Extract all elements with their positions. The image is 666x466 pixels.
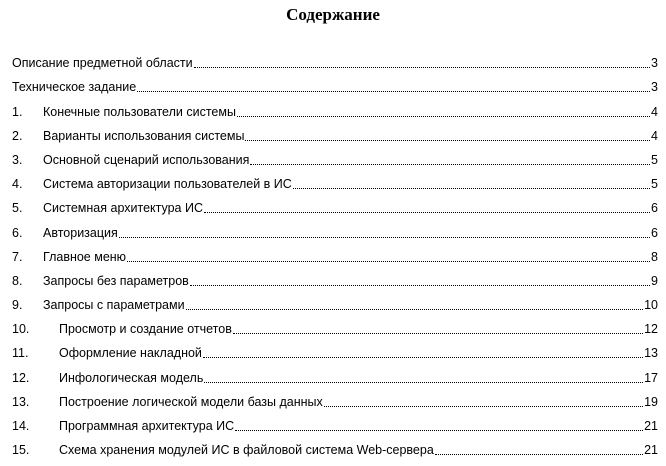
dot-leader [293, 188, 650, 189]
toc-entry[interactable] [12, 168, 658, 192]
toc-entry-number: 15. [12, 443, 30, 458]
toc-entry-page: 5 [651, 152, 658, 167]
toc-entry[interactable] [12, 337, 658, 361]
toc-entry-page: 3 [651, 56, 658, 71]
toc-entry-page: 6 [651, 201, 658, 216]
dot-leader [435, 454, 643, 455]
toc-entry-label: Главное меню [43, 249, 127, 264]
dot-leader [204, 382, 643, 383]
toc-entry-number: 10. [12, 322, 30, 337]
toc-entry-label: Конечные пользователи системы [43, 104, 236, 119]
toc-entry-number: 8. [12, 273, 23, 288]
toc-entry[interactable] [12, 241, 658, 265]
toc-entry-number: 13. [12, 394, 30, 409]
toc-entry[interactable] [12, 47, 658, 71]
toc-entry[interactable] [12, 120, 658, 144]
toc-entry-label: Варианты использования системы [43, 128, 245, 143]
toc-entry[interactable] [12, 313, 658, 337]
toc-entry-page: 21 [644, 419, 658, 433]
toc-entry-page: 3 [651, 80, 658, 95]
toc-entry-label: Авторизация [43, 225, 118, 240]
toc-entry-label: Программная архитектура ИС [59, 419, 235, 433]
toc-entry[interactable] [12, 434, 658, 458]
dot-leader [235, 430, 643, 431]
toc-entry[interactable] [12, 361, 658, 385]
toc-entry[interactable] [12, 265, 658, 289]
dot-leader [137, 91, 650, 92]
toc-entry[interactable] [12, 386, 658, 410]
toc-entry-number: 12. [12, 370, 30, 385]
toc-entry-label: Система авторизации пользователей в ИС [43, 177, 292, 192]
toc-entry-page: 4 [651, 104, 658, 119]
toc-entry-page: 6 [651, 225, 658, 240]
toc-entry-number: 7. [12, 249, 23, 264]
toc-entry-label: Запросы с параметрами [43, 298, 185, 313]
dot-leader [204, 212, 650, 213]
toc-entry-label: Схема хранения модулей ИС в файловой система Web-сервера [59, 443, 434, 458]
dot-leader [237, 116, 650, 117]
toc-entry-label: Техническое задание [12, 80, 137, 95]
dot-leader [245, 140, 650, 141]
toc-entry-page: 8 [651, 249, 658, 264]
toc-entry-number: 1. [12, 104, 23, 119]
toc-entry[interactable] [12, 144, 658, 168]
page-title: Содержание [286, 5, 380, 24]
toc-entry-page: 12 [644, 322, 658, 337]
toc-entry-label: Системная архитектура ИС [43, 201, 203, 216]
toc-entry[interactable] [12, 192, 658, 216]
toc-entry-label: Основной сценарий использования [43, 152, 250, 167]
toc-entry[interactable] [12, 71, 658, 95]
toc-entry-label: Описание предметной области [12, 56, 193, 71]
toc-entry-page: 13 [644, 346, 658, 361]
toc-entry[interactable] [12, 289, 658, 313]
dot-leader [194, 67, 650, 68]
dot-leader [190, 285, 650, 286]
dot-leader [203, 357, 643, 358]
toc-entry-page: 21 [644, 443, 658, 458]
toc-entry[interactable] [12, 410, 658, 434]
table-of-contents [12, 47, 658, 458]
dot-leader [119, 237, 650, 238]
toc-entry-label: Просмотр и создание отчетов [59, 322, 232, 337]
toc-entry-number: 4. [12, 177, 23, 192]
dot-leader [324, 406, 643, 407]
toc-entry-number: 3. [12, 152, 23, 167]
toc-entry-number: 6. [12, 225, 23, 240]
toc-entry-number: 9. [12, 298, 23, 313]
toc-entry-number: 5. [12, 201, 23, 216]
toc-entry-page: 17 [644, 370, 658, 385]
toc-entry-number: 14. [12, 419, 30, 433]
toc-entry[interactable] [12, 95, 658, 119]
toc-entry-page: 19 [644, 394, 658, 409]
toc-entry-label: Оформление накладной [59, 346, 202, 361]
toc-entry-page: 5 [651, 177, 658, 192]
toc-entry-number: 2. [12, 128, 23, 143]
toc-entry-page: 10 [644, 298, 658, 313]
toc-entry-page: 9 [651, 273, 658, 288]
dot-leader [127, 261, 650, 262]
toc-entry-number: 11. [12, 346, 29, 361]
toc-entry-label: Инфологическая модель [59, 370, 204, 385]
dot-leader [186, 309, 644, 310]
dot-leader [250, 164, 650, 165]
dot-leader [233, 333, 643, 334]
toc-entry-page: 4 [651, 128, 658, 143]
toc-entry[interactable] [12, 216, 658, 240]
toc-entry-label: Запросы без параметров [43, 273, 189, 288]
toc-entry-label: Построение логической модели базы данных [59, 394, 323, 409]
